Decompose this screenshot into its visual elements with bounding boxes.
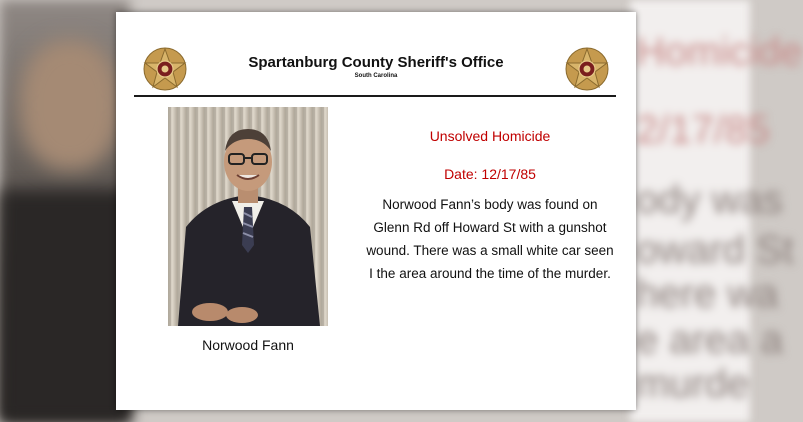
header-title: Spartanburg County Sheriff's Office bbox=[248, 54, 504, 71]
case-date: Date: 12/17/85 bbox=[444, 166, 536, 182]
blurred-background-face bbox=[20, 40, 120, 170]
case-description: Norwood Fann’s body was found on Glenn Rd off Howard St with a gunshot wound. There was a small white car seen I the area around the time of the murder. bbox=[366, 197, 614, 281]
blurred-background-text: Homicide 2/17/85 ody was oward St here wa e area a murde bbox=[630, 0, 750, 422]
victim-portrait-photo bbox=[168, 107, 328, 326]
wanted-slide bbox=[116, 12, 636, 410]
case-type-heading: Unsolved Homicide bbox=[429, 128, 551, 144]
header-divider bbox=[134, 95, 616, 97]
blurred-background-suit bbox=[0, 190, 130, 422]
sheriff-star-badge-icon bbox=[564, 46, 610, 92]
header-subtitle: South Carolina bbox=[354, 73, 398, 79]
photo-caption: Norwood Fann bbox=[202, 337, 294, 353]
